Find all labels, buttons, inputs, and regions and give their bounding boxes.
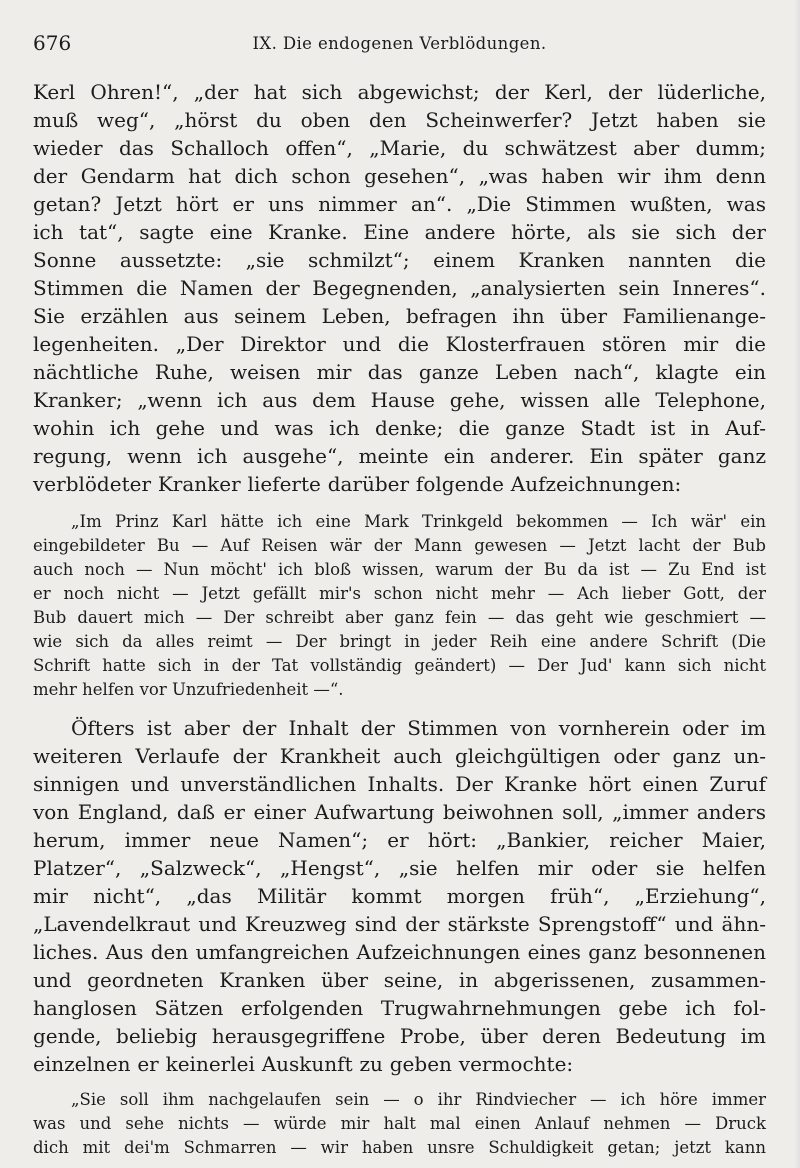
text-line: muß weg“, „hörst du oben den Scheinwerfer? Jetzt haben sie (33, 108, 766, 132)
text-line: Stimmen die Namen der Begegnenden, „analysierten sein Inneres“. (33, 276, 766, 300)
quote-line: wie sich da alles reimt — Der bringt in jeder Reih eine andere Schrift (Die (33, 632, 766, 651)
text-line: der Gendarm hat dich schon gesehen“, „was haben wir ihm denn (33, 164, 766, 188)
quotation-block-1 (33, 510, 766, 702)
quote-line: Bub dauert mich — Der schreibt aber ganz fein — das geht wie geschmiert — (33, 608, 766, 627)
text-line: ich tat“, sagte eine Kranke. Eine andere hörte, als sie sich der (33, 220, 766, 244)
quote-line: Schrift hatte sich in der Tat vollständig geändert) — Der Jud' kann sich nicht (33, 656, 766, 675)
text-line: Sonne aussetzte: „sie schmilzt“; einem Kranken nannten die (33, 248, 766, 272)
quote-line: was und sehe nichts — würde mir halt mal einen Anlauf nehmen — Druck (33, 1114, 766, 1133)
text-line: wieder das Schalloch offen“, „Marie, du schwätzest aber dumm; (33, 136, 766, 160)
text-line: weiteren Verlaufe der Krankheit auch gleichgültigen oder ganz un- (33, 744, 766, 768)
text-line: mir nicht“, „das Militär kommt morgen früh“, „Erziehung“, (33, 884, 766, 908)
quote-line: mehr helfen vor Unzufriedenheit —“. (33, 680, 344, 699)
text-line: und geordneten Kranken über seine, in abgerissenen, zusammen- (33, 968, 766, 992)
text-line: Kranker; „wenn ich aus dem Hause gehe, wissen alle Telephone, (33, 388, 766, 412)
text-line: einzelnen er keinerlei Auskunft zu geben vermochte: (33, 1052, 574, 1076)
text-line: herum, immer neue Namen“; er hört: „Bankier, reicher Maier, (33, 828, 766, 852)
text-line: nächtliche Ruhe, weisen mir das ganze Leben nach“, klagte ein (33, 360, 766, 384)
text-line: liches. Aus den umfangreichen Aufzeichnungen eines ganz besonnenen (33, 940, 766, 964)
paragraph-main-2 (33, 714, 766, 1078)
quote-line: „Sie soll ihm nachgelaufen sein — o ihr Rindviecher — ich höre immer (71, 1090, 766, 1109)
text-line: getan? Jetzt hört er uns nimmer an“. „Die Stimmen wußten, was (33, 192, 766, 216)
paragraph-main-1 (33, 78, 766, 498)
text-line: wohin ich gehe und was ich denke; die ganze Stadt ist in Auf- (33, 416, 766, 440)
page-number: 676 (33, 31, 72, 55)
text-line: „Lavendelkraut und Kreuzweg sind der stärkste Sprengstoff“ und ähn- (33, 912, 766, 936)
chapter-title: IX. Die endogenen Verblödungen. (252, 34, 547, 53)
page-edge-shadow (794, 0, 800, 1168)
text-line: Platzer“, „Salzweck“, „Hengst“, „sie helfen mir oder sie helfen (33, 856, 766, 880)
text-line: hanglosen Sätzen erfolgenden Trugwahrnehmungen gebe ich fol- (33, 996, 766, 1020)
quote-line: auch noch — Nun möcht' ich bloß wissen, warum der Bu da ist — Zu End ist (33, 560, 766, 579)
quote-line: er noch nicht — Jetzt gefällt mir's schon nicht mehr — Ach lieber Gott, der (33, 584, 766, 603)
text-line: verblödeter Kranker lieferte darüber folgende Aufzeichnungen: (33, 472, 682, 496)
quote-line: „Im Prinz Karl hätte ich eine Mark Trinkgeld bekommen — Ich wär' ein (71, 512, 766, 531)
quotation-block-2 (33, 1088, 766, 1160)
text-line: gende, beliebig herausgegriffene Probe, über deren Bedeutung im (33, 1024, 766, 1048)
running-head (33, 0, 766, 78)
text-line: Sie erzählen aus seinem Leben, befragen ihn über Familienange- (33, 304, 766, 328)
text-line: legenheiten. „Der Direktor und die Klosterfrauen stören mir die (33, 332, 766, 356)
text-line: sinnigen und unverständlichen Inhalts. Der Kranke hört einen Zuruf (33, 772, 766, 796)
quote-line: dich mit dei'm Schmarren — wir haben unsre Schuldigkeit getan; jetzt kann (33, 1138, 766, 1157)
text-line: regung, wenn ich ausgehe“, meinte ein anderer. Ein später ganz (33, 444, 766, 468)
text-line: Öfters ist aber der Inhalt der Stimmen von vornherein oder im (71, 716, 766, 740)
quote-line: eingebildeter Bu — Auf Reisen wär der Mann gewesen — Jetzt lacht der Bub (33, 536, 766, 555)
text-line: von England, daß er einer Aufwartung beiwohnen soll, „immer anders (33, 800, 766, 824)
text-line: Kerl Ohren!“, „der hat sich abgewichst; der Kerl, der lüderliche, (33, 80, 766, 104)
